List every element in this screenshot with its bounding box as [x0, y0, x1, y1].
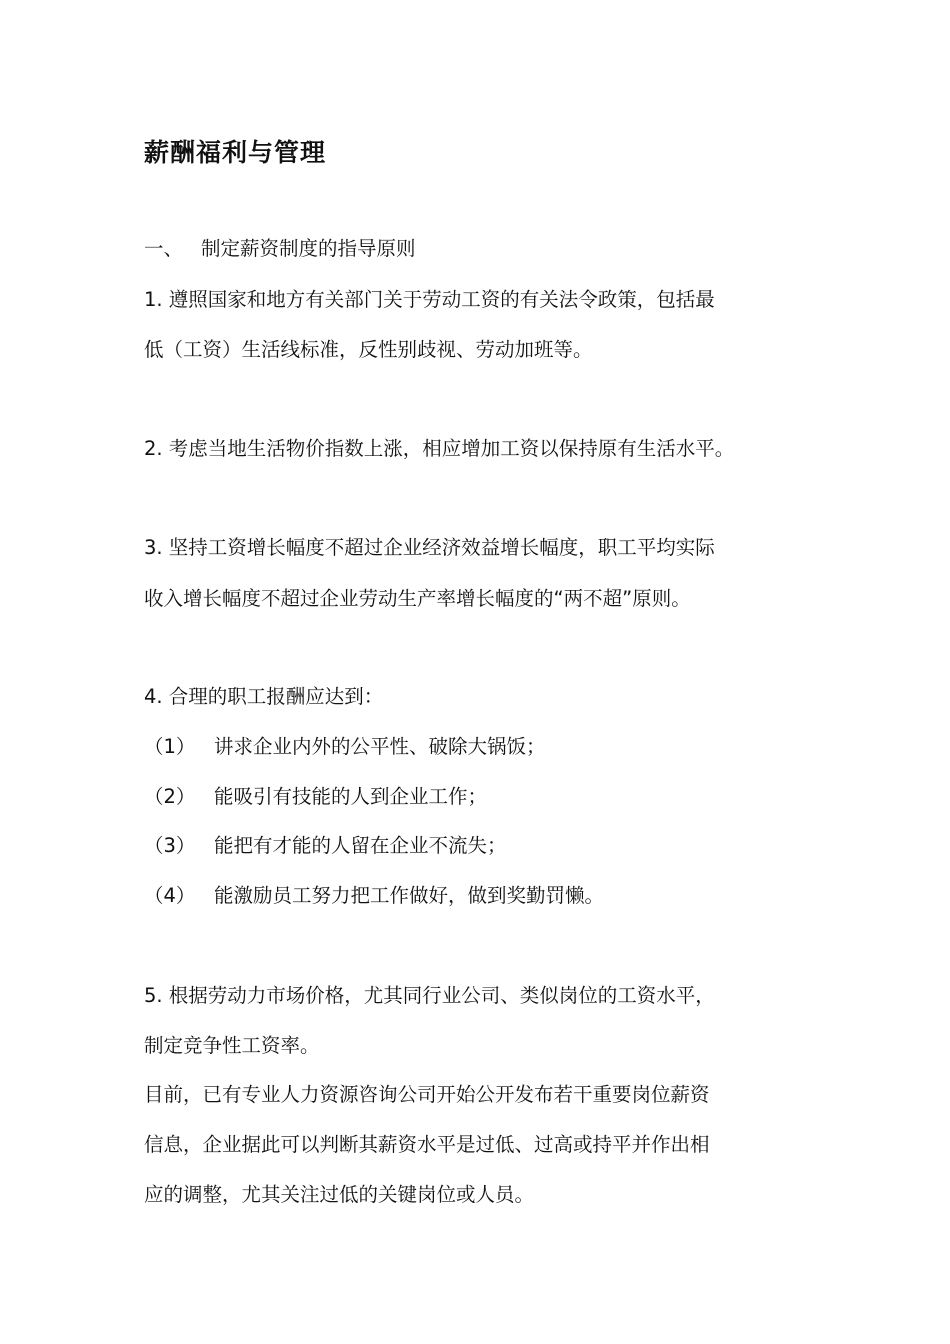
paragraph-6-line-3: 应的调整，尤其关注过低的关键岗位或人员。 — [144, 1183, 535, 1206]
paragraph-3-line-1: 3. 坚持工资增长幅度不超过企业经济效益增长幅度，职工平均实际 — [144, 536, 715, 559]
paragraph-3-line-2: 收入增长幅度不超过企业劳动生产率增长幅度的“两不超”原则。 — [144, 587, 691, 610]
section-heading — [144, 234, 416, 264]
section-marker: 一、 — [144, 237, 184, 260]
list-item-text: 讲求企业内外的公平性、破除大锅饭； — [214, 735, 546, 758]
list-item-number: （3） — [144, 834, 196, 857]
paragraph-1-line-2: 低（工资）生活线标准，反性别歧视、劳动加班等。 — [144, 338, 593, 361]
list-item — [144, 732, 546, 762]
paragraph-1-line-1: 1. 遵照国家和地方有关部门关于劳动工资的有关法令政策，包括最 — [144, 288, 715, 311]
section-title: 制定薪资制度的指导原则 — [201, 237, 416, 260]
paragraph-6-line-2: 信息，企业据此可以判断其薪资水平是过低、过高或持平并作出相 — [144, 1133, 710, 1156]
paragraph-4-line-1: 4. 合理的职工报酬应达到： — [144, 685, 384, 708]
list-item-text: 能把有才能的人留在企业不流失； — [214, 834, 507, 857]
paragraph-6-line-1: 目前，已有专业人力资源咨询公司开始公开发布若干重要岗位薪资 — [144, 1083, 710, 1106]
list-item — [144, 881, 604, 911]
list-item — [144, 831, 507, 861]
list-item — [144, 782, 487, 812]
paragraph-2-line-1: 2. 考虑当地生活物价指数上涨，相应增加工资以保持原有生活水平。 — [144, 437, 735, 460]
paragraph-5-line-1: 5. 根据劳动力市场价格，尤其同行业公司、类似岗位的工资水平， — [144, 984, 715, 1007]
list-item-number: （2） — [144, 785, 196, 808]
list-item-text: 能激励员工努力把工作做好，做到奖勤罚懒。 — [214, 884, 605, 907]
paragraph-5-line-2: 制定竞争性工资率。 — [144, 1034, 320, 1057]
list-item-number: （1） — [144, 735, 196, 758]
list-item-number: （4） — [144, 884, 196, 907]
document-title: 薪酬福利与管理 — [144, 138, 327, 167]
list-item-text: 能吸引有技能的人到企业工作； — [214, 785, 488, 808]
